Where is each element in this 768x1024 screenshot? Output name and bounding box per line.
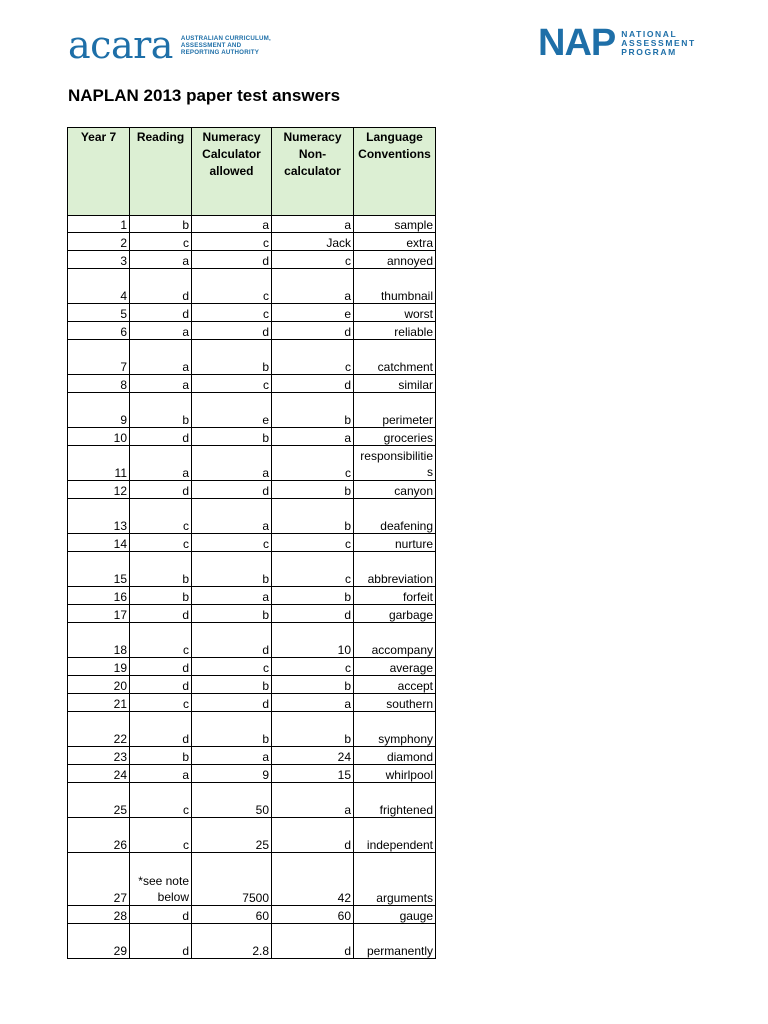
- question-number-cell: 18: [68, 623, 130, 658]
- table-row: [68, 623, 436, 658]
- acara-subtitle-line: ASSESSMENT AND: [180, 41, 242, 49]
- reading-answer-cell: a: [130, 446, 192, 481]
- reading-answer-cell: c: [130, 783, 192, 818]
- numeracy-calculator-answer-cell: c: [192, 233, 272, 251]
- numeracy-calculator-answer-cell: a: [192, 499, 272, 534]
- question-number-cell: 9: [68, 393, 130, 428]
- table-row: [68, 481, 436, 499]
- question-number-cell: 23: [68, 747, 130, 765]
- numeracy-non-calculator-answer-cell: 60: [272, 906, 354, 924]
- question-number-cell: 11: [68, 446, 130, 481]
- reading-answer-cell: a: [130, 765, 192, 783]
- table-row: [68, 552, 436, 587]
- numeracy-calculator-answer-cell: b: [192, 428, 272, 446]
- reading-answer-cell: b: [130, 747, 192, 765]
- table-row: [68, 304, 436, 322]
- language-conventions-answer-cell: independent: [354, 818, 436, 853]
- acara-logo: [68, 23, 271, 67]
- numeracy-non-calculator-answer-cell: a: [272, 216, 354, 233]
- reading-answer-cell: c: [130, 818, 192, 853]
- numeracy-calculator-answer-cell: b: [192, 712, 272, 747]
- numeracy-calculator-answer-cell: 25: [192, 818, 272, 853]
- acara-logo-subtitle: [181, 35, 271, 56]
- numeracy-calculator-answer-cell: d: [192, 251, 272, 269]
- question-number-cell: 15: [68, 552, 130, 587]
- table-row: [68, 534, 436, 552]
- table-row: [68, 446, 436, 481]
- question-number-cell: 13: [68, 499, 130, 534]
- numeracy-calculator-answer-cell: c: [192, 269, 272, 304]
- table-header-row: [68, 128, 436, 216]
- question-number-cell: 25: [68, 783, 130, 818]
- language-conventions-answer-cell: whirlpool: [354, 765, 436, 783]
- table-row: [68, 783, 436, 818]
- numeracy-non-calculator-answer-cell: c: [272, 251, 354, 269]
- reading-answer-cell: *see note below: [130, 853, 192, 906]
- question-number-cell: 8: [68, 375, 130, 393]
- reading-answer-cell: a: [130, 251, 192, 269]
- table-row: [68, 375, 436, 393]
- reading-answer-cell: c: [130, 233, 192, 251]
- reading-answer-cell: b: [130, 552, 192, 587]
- language-conventions-answer-cell: diamond: [354, 747, 436, 765]
- numeracy-calculator-answer-cell: c: [192, 658, 272, 676]
- language-conventions-answer-cell: extra: [354, 233, 436, 251]
- question-number-cell: 12: [68, 481, 130, 499]
- table-row: [68, 853, 436, 906]
- question-number-cell: 21: [68, 694, 130, 712]
- table-row: [68, 818, 436, 853]
- table-row: [68, 499, 436, 534]
- numeracy-calculator-answer-cell: a: [192, 216, 272, 233]
- question-number-cell: 2: [68, 233, 130, 251]
- question-number-cell: 19: [68, 658, 130, 676]
- table-row: [68, 676, 436, 694]
- nap-logo: [538, 24, 696, 62]
- numeracy-non-calculator-answer-cell: c: [272, 658, 354, 676]
- reading-answer-cell: c: [130, 623, 192, 658]
- nap-subtitle-line: ASSESSMENT: [621, 37, 696, 48]
- question-number-cell: 14: [68, 534, 130, 552]
- language-conventions-answer-cell: groceries: [354, 428, 436, 446]
- numeracy-calculator-answer-cell: b: [192, 552, 272, 587]
- numeracy-non-calculator-answer-cell: 24: [272, 747, 354, 765]
- answers-table-body: [68, 216, 436, 959]
- question-number-cell: 24: [68, 765, 130, 783]
- language-conventions-answer-cell: worst: [354, 304, 436, 322]
- reading-answer-cell: b: [130, 216, 192, 233]
- language-conventions-answer-cell: catchment: [354, 340, 436, 375]
- numeracy-non-calculator-answer-cell: b: [272, 499, 354, 534]
- numeracy-calculator-answer-cell: c: [192, 304, 272, 322]
- language-conventions-answer-cell: average: [354, 658, 436, 676]
- nap-logo-wordmark: NAP: [538, 22, 616, 64]
- numeracy-calculator-answer-cell: a: [192, 587, 272, 605]
- numeracy-non-calculator-answer-cell: d: [272, 322, 354, 340]
- numeracy-non-calculator-answer-cell: a: [272, 428, 354, 446]
- numeracy-non-calculator-answer-cell: 42: [272, 853, 354, 906]
- language-conventions-answer-cell: abbreviation: [354, 552, 436, 587]
- language-conventions-answer-cell: annoyed: [354, 251, 436, 269]
- numeracy-non-calculator-answer-cell: 10: [272, 623, 354, 658]
- acara-subtitle-line: AUSTRALIAN CURRICULUM,: [180, 34, 271, 42]
- language-conventions-answer-cell: similar: [354, 375, 436, 393]
- numeracy-calculator-answer-cell: d: [192, 694, 272, 712]
- table-row: [68, 906, 436, 924]
- table-row: [68, 216, 436, 233]
- numeracy-non-calculator-answer-cell: d: [272, 818, 354, 853]
- question-number-cell: 17: [68, 605, 130, 623]
- numeracy-calculator-answer-cell: d: [192, 322, 272, 340]
- language-conventions-answer-cell: perimeter: [354, 393, 436, 428]
- language-conventions-answer-cell: responsibilities: [354, 446, 436, 481]
- numeracy-calculator-answer-cell: b: [192, 605, 272, 623]
- table-row: [68, 233, 436, 251]
- language-conventions-answer-cell: forfeit: [354, 587, 436, 605]
- language-conventions-answer-cell: accept: [354, 676, 436, 694]
- numeracy-non-calculator-answer-cell: e: [272, 304, 354, 322]
- language-conventions-answer-cell: deafening: [354, 499, 436, 534]
- numeracy-calculator-answer-cell: 2.8: [192, 924, 272, 959]
- question-number-cell: 29: [68, 924, 130, 959]
- reading-answer-cell: d: [130, 924, 192, 959]
- answers-table: [67, 127, 436, 959]
- numeracy-calculator-answer-cell: a: [192, 446, 272, 481]
- page-title: NAPLAN 2013 paper test answers: [68, 86, 341, 105]
- question-number-cell: 28: [68, 906, 130, 924]
- numeracy-calculator-answer-cell: 60: [192, 906, 272, 924]
- table-row: [68, 658, 436, 676]
- reading-answer-cell: b: [130, 587, 192, 605]
- acara-logo-wordmark: acara: [68, 23, 173, 67]
- table-row: [68, 587, 436, 605]
- question-number-cell: 5: [68, 304, 130, 322]
- column-header-year: Year 7: [68, 128, 130, 216]
- table-row: [68, 340, 436, 375]
- numeracy-non-calculator-answer-cell: d: [272, 605, 354, 623]
- reading-answer-cell: d: [130, 428, 192, 446]
- question-number-cell: 7: [68, 340, 130, 375]
- question-number-cell: 6: [68, 322, 130, 340]
- numeracy-non-calculator-answer-cell: b: [272, 393, 354, 428]
- numeracy-calculator-answer-cell: c: [192, 534, 272, 552]
- question-number-cell: 4: [68, 269, 130, 304]
- table-row: [68, 924, 436, 959]
- reading-answer-cell: a: [130, 340, 192, 375]
- reading-answer-cell: c: [130, 499, 192, 534]
- reading-answer-cell: c: [130, 534, 192, 552]
- language-conventions-answer-cell: gauge: [354, 906, 436, 924]
- numeracy-calculator-answer-cell: a: [192, 747, 272, 765]
- reading-answer-cell: d: [130, 658, 192, 676]
- numeracy-non-calculator-answer-cell: b: [272, 712, 354, 747]
- numeracy-non-calculator-answer-cell: Jack: [272, 233, 354, 251]
- numeracy-calculator-answer-cell: 7500: [192, 853, 272, 906]
- reading-answer-cell: c: [130, 694, 192, 712]
- column-header-numeracy-non-calculator: Numeracy Non-calculator: [272, 128, 354, 216]
- numeracy-non-calculator-answer-cell: b: [272, 587, 354, 605]
- language-conventions-answer-cell: garbage: [354, 605, 436, 623]
- numeracy-non-calculator-answer-cell: a: [272, 783, 354, 818]
- table-row: [68, 428, 436, 446]
- language-conventions-answer-cell: reliable: [354, 322, 436, 340]
- reading-answer-cell: b: [130, 393, 192, 428]
- question-number-cell: 22: [68, 712, 130, 747]
- column-header-language-conventions: Language Conventions: [354, 128, 436, 216]
- question-number-cell: 26: [68, 818, 130, 853]
- column-header-numeracy-calculator: Numeracy Calculator allowed: [192, 128, 272, 216]
- numeracy-calculator-answer-cell: 9: [192, 765, 272, 783]
- numeracy-calculator-answer-cell: d: [192, 481, 272, 499]
- numeracy-calculator-answer-cell: b: [192, 676, 272, 694]
- numeracy-non-calculator-answer-cell: b: [272, 676, 354, 694]
- question-number-cell: 10: [68, 428, 130, 446]
- question-number-cell: 3: [68, 251, 130, 269]
- question-number-cell: 16: [68, 587, 130, 605]
- numeracy-non-calculator-answer-cell: c: [272, 340, 354, 375]
- numeracy-calculator-answer-cell: c: [192, 375, 272, 393]
- question-number-cell: 27: [68, 853, 130, 906]
- numeracy-non-calculator-answer-cell: c: [272, 552, 354, 587]
- reading-answer-cell: a: [130, 375, 192, 393]
- table-row: [68, 747, 436, 765]
- reading-answer-cell: d: [130, 605, 192, 623]
- table-row: [68, 605, 436, 623]
- table-row: [68, 765, 436, 783]
- numeracy-calculator-answer-cell: b: [192, 340, 272, 375]
- table-row: [68, 712, 436, 747]
- acara-subtitle-line: REPORTING AUTHORITY: [180, 48, 260, 56]
- language-conventions-answer-cell: accompany: [354, 623, 436, 658]
- numeracy-calculator-answer-cell: d: [192, 623, 272, 658]
- language-conventions-answer-cell: sample: [354, 216, 436, 233]
- reading-answer-cell: d: [130, 906, 192, 924]
- numeracy-non-calculator-answer-cell: 15: [272, 765, 354, 783]
- question-number-cell: 1: [68, 216, 130, 233]
- language-conventions-answer-cell: symphony: [354, 712, 436, 747]
- language-conventions-answer-cell: arguments: [354, 853, 436, 906]
- nap-subtitle-line: PROGRAM: [621, 46, 677, 57]
- numeracy-calculator-answer-cell: e: [192, 393, 272, 428]
- numeracy-non-calculator-answer-cell: a: [272, 269, 354, 304]
- language-conventions-answer-cell: nurture: [354, 534, 436, 552]
- language-conventions-answer-cell: canyon: [354, 481, 436, 499]
- numeracy-non-calculator-answer-cell: d: [272, 924, 354, 959]
- reading-answer-cell: d: [130, 676, 192, 694]
- table-row: [68, 694, 436, 712]
- column-header-reading: Reading: [130, 128, 192, 216]
- reading-answer-cell: d: [130, 481, 192, 499]
- table-row: [68, 393, 436, 428]
- reading-answer-cell: d: [130, 712, 192, 747]
- numeracy-non-calculator-answer-cell: c: [272, 446, 354, 481]
- language-conventions-answer-cell: permanently: [354, 924, 436, 959]
- question-number-cell: 20: [68, 676, 130, 694]
- numeracy-non-calculator-answer-cell: d: [272, 375, 354, 393]
- table-row: [68, 269, 436, 304]
- reading-answer-cell: a: [130, 322, 192, 340]
- reading-answer-cell: d: [130, 269, 192, 304]
- language-conventions-answer-cell: southern: [354, 694, 436, 712]
- numeracy-calculator-answer-cell: 50: [192, 783, 272, 818]
- language-conventions-answer-cell: frightened: [354, 783, 436, 818]
- language-conventions-answer-cell: thumbnail: [354, 269, 436, 304]
- numeracy-non-calculator-answer-cell: a: [272, 694, 354, 712]
- numeracy-non-calculator-answer-cell: b: [272, 481, 354, 499]
- nap-logo-subtitle: [621, 30, 696, 57]
- nap-subtitle-line: NATIONAL: [621, 28, 678, 39]
- table-row: [68, 251, 436, 269]
- reading-answer-cell: d: [130, 304, 192, 322]
- numeracy-non-calculator-answer-cell: c: [272, 534, 354, 552]
- table-row: [68, 322, 436, 340]
